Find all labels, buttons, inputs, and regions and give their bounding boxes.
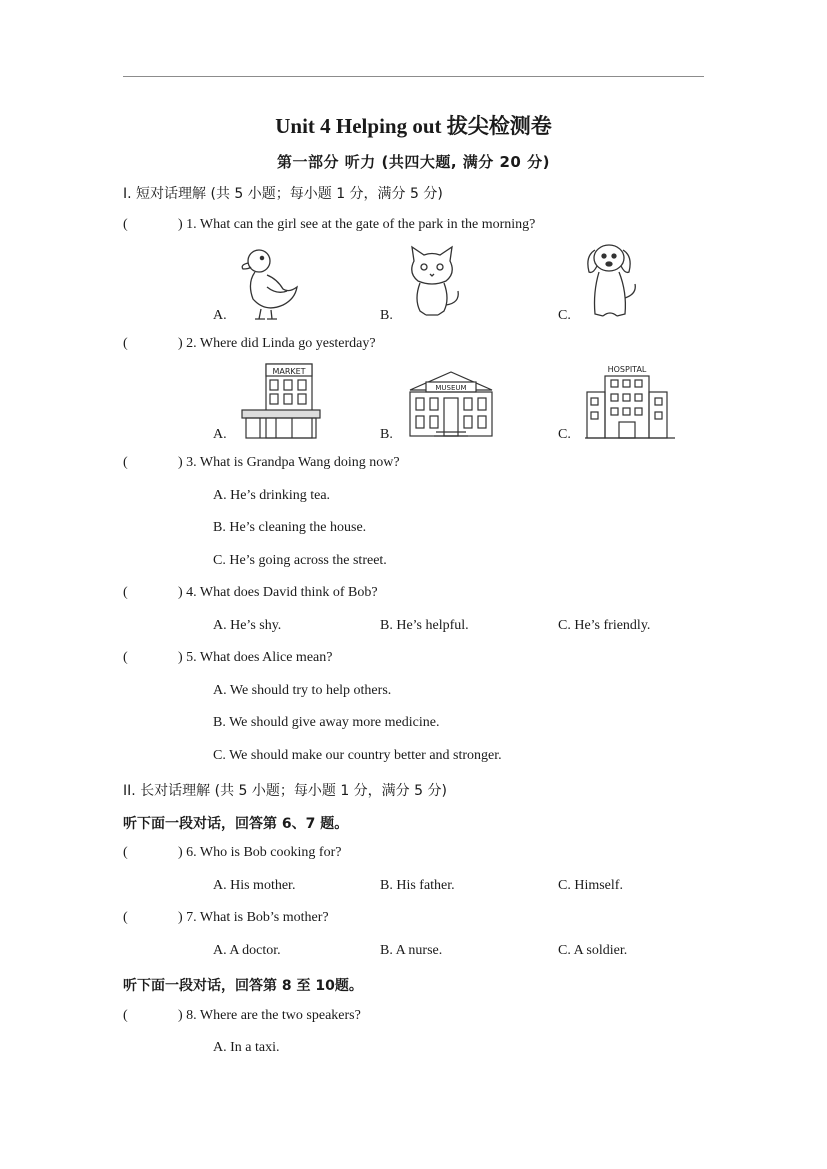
instruction-1: 听下面一段对话，回答第 6、7 题。	[123, 816, 349, 832]
option-c: C. He’s friendly.	[558, 618, 651, 633]
option-b: B. He’s helpful.	[380, 618, 469, 633]
answer-blank[interactable]: (	[123, 650, 128, 665]
question-text: ) 4. What does David think of Bob?	[178, 585, 378, 600]
option-a: A. We should try to help others.	[213, 683, 392, 698]
section-heading-1: I. 短对话理解 (共 5 小题；每小题 1 分，满分 5 分)	[123, 186, 443, 202]
hospital-sign: HOSPITAL	[607, 365, 647, 374]
option-a: A. A doctor.	[213, 943, 281, 958]
market-sign: MARKET	[272, 367, 306, 376]
dog-icon	[583, 240, 641, 322]
question-1	[123, 217, 535, 233]
option-c: C.	[558, 427, 571, 442]
question-text: ) 6. Who is Bob cooking for?	[178, 845, 342, 860]
question-text: ) 3. What is Grandpa Wang doing now?	[178, 455, 400, 470]
question-4	[123, 585, 378, 601]
answer-blank[interactable]: (	[123, 455, 128, 470]
option-a: A. In a taxi.	[213, 1040, 280, 1055]
hospital-building-icon	[585, 362, 677, 442]
question-8	[123, 1008, 361, 1024]
market-building-icon	[240, 362, 322, 442]
question-text: ) 5. What does Alice mean?	[178, 650, 333, 665]
option-a: A. He’s shy.	[213, 618, 282, 633]
part-subtitle: 第一部分 听力 (共四大题, 满分 20 分)	[277, 153, 550, 171]
option-a: A.	[213, 308, 227, 323]
answer-blank[interactable]: (	[123, 1008, 128, 1023]
option-c: C. We should make our country better and stronger.	[213, 748, 502, 763]
question-6	[123, 845, 341, 861]
answer-blank[interactable]: (	[123, 336, 128, 351]
answer-blank[interactable]: (	[123, 585, 128, 600]
option-a: A. He’s drinking tea.	[213, 488, 331, 503]
question-3	[123, 455, 400, 471]
option-b: B.	[380, 427, 393, 442]
answer-blank[interactable]: (	[123, 910, 128, 925]
question-text: ) 1. What can the girl see at the gate of the park in the morning?	[178, 217, 536, 232]
question-5	[123, 650, 332, 666]
section-heading-2: II. 长对话理解 (共 5 小题；每小题 1 分，满分 5 分)	[123, 783, 447, 799]
instruction-2: 听下面一段对话，回答第 8 至 10题。	[123, 978, 363, 994]
cat-icon	[402, 243, 462, 321]
option-b: B. A nurse.	[380, 943, 443, 958]
question-2	[123, 336, 376, 352]
option-c: C. He’s going across the street.	[213, 553, 387, 568]
option-b: B. We should give away more medicine.	[213, 715, 440, 730]
option-a: A. His mother.	[213, 878, 296, 893]
option-c: C. A soldier.	[558, 943, 628, 958]
duck-icon	[237, 243, 303, 323]
option-c: C.	[558, 308, 571, 323]
museum-sign: MUSEUM	[435, 384, 467, 392]
question-text: ) 2. Where did Linda go yesterday?	[178, 336, 376, 351]
option-c: C. Himself.	[558, 878, 623, 893]
option-b: B. His father.	[380, 878, 455, 893]
option-b: B.	[380, 308, 393, 323]
question-text: ) 8. Where are the two speakers?	[178, 1008, 361, 1023]
page-title: Unit 4 Helping out 拔尖检测卷	[275, 114, 552, 138]
question-7	[123, 910, 329, 926]
header-rule	[123, 76, 704, 77]
answer-blank[interactable]: (	[123, 217, 128, 232]
answer-blank[interactable]: (	[123, 845, 128, 860]
option-a: A.	[213, 427, 227, 442]
question-text: ) 7. What is Bob’s mother?	[178, 910, 329, 925]
museum-building-icon	[406, 370, 496, 440]
option-b: B. He’s cleaning the house.	[213, 520, 367, 535]
